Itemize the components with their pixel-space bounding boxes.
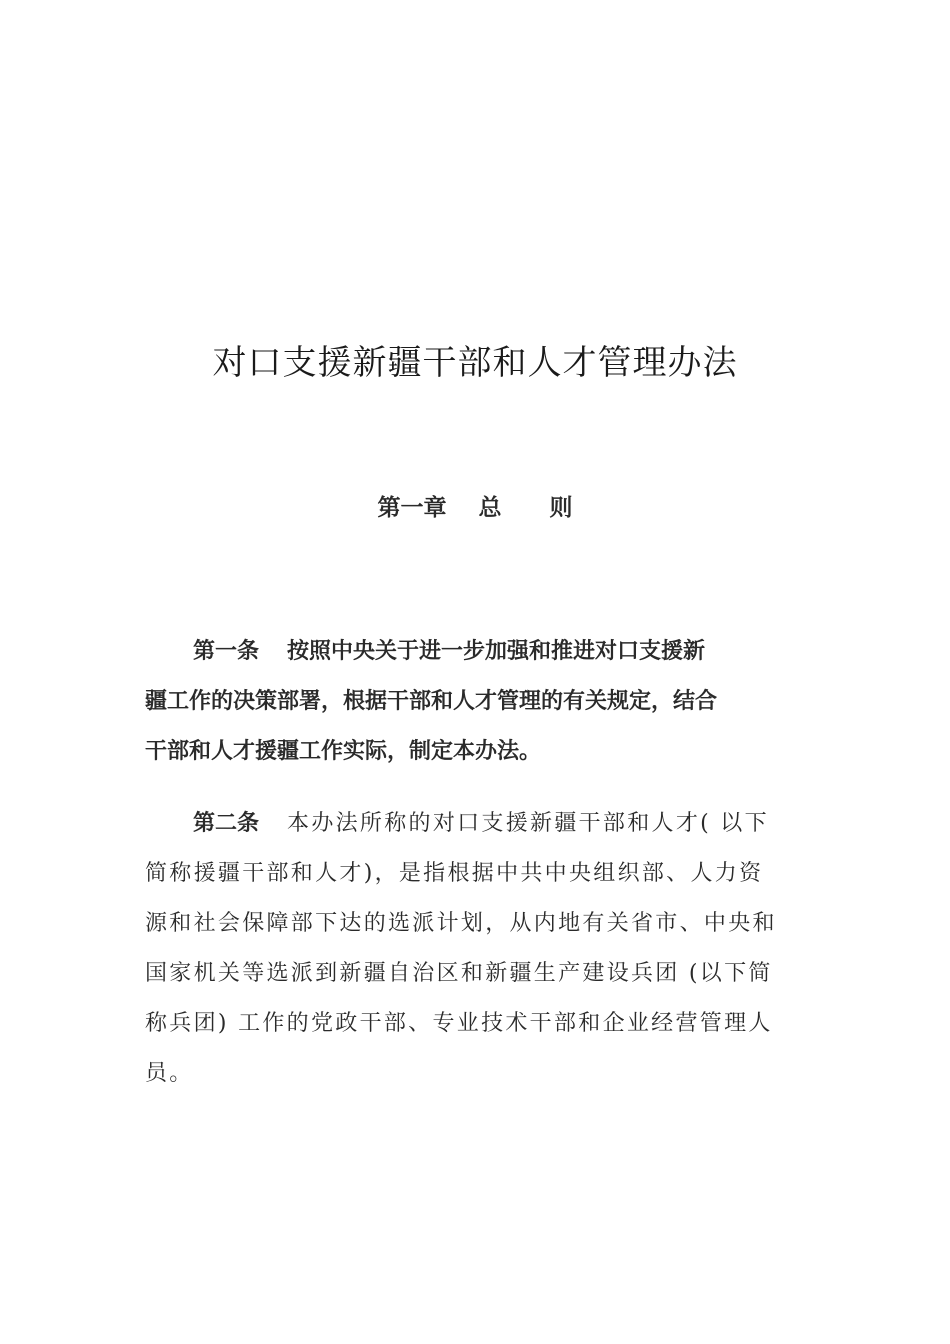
article-1-line-1	[145, 627, 807, 677]
chapter-name-part2: 则	[549, 495, 573, 521]
article-2-line-4: 国家机关等选派到新疆自治区和新疆生产建设兵团 (以下简	[145, 961, 773, 986]
article-1-line-3: 干部和人才援疆工作实际，制定本办法。	[145, 739, 542, 764]
chapter-number: 第一章	[377, 495, 447, 521]
article-1-text-1: 按照中央关于进一步加强和推进对口支援新	[287, 639, 706, 664]
article-1	[145, 627, 807, 777]
article-2-line-6: 员。	[145, 1061, 194, 1086]
article-2-label: 第二条	[193, 811, 260, 836]
chapter-name-part1: 总	[478, 495, 502, 521]
article-2-line-3: 源和社会保障部下达的选派计划，从内地有关省市、中央和	[145, 911, 777, 936]
chapter-heading	[0, 488, 950, 528]
article-2	[145, 799, 807, 1099]
document-title: 对口支援新疆干部和人才管理办法	[212, 343, 738, 383]
article-2-line-5: 称兵团) 工作的党政干部、专业技术干部和企业经营管理人	[145, 1011, 773, 1036]
article-1-label: 第一条	[193, 639, 260, 664]
article-2-line-1	[145, 799, 807, 849]
article-2-line-2: 简称援疆干部和人才)，是指根据中共中央组织部、人力资	[145, 861, 764, 886]
article-2-text-1: 本办法所称的对口支援新疆干部和人才( 以下	[287, 811, 769, 836]
article-1-line-2: 疆工作的决策部署，根据干部和人才管理的有关规定，结合	[145, 689, 718, 714]
